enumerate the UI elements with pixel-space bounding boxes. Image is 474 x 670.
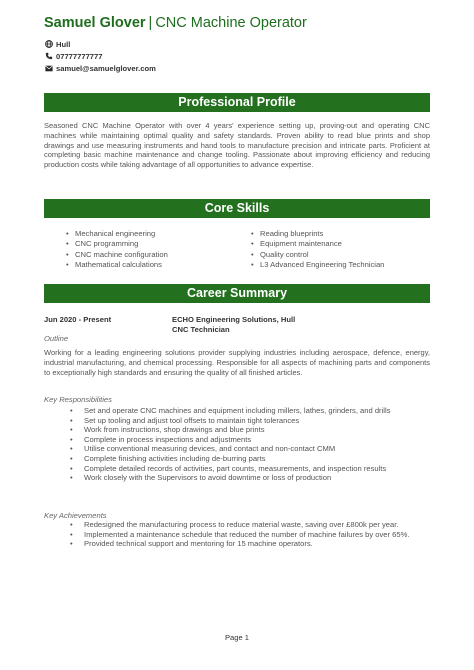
- list-item: • Redesigned the manufacturing process to reduce material waste, saving over £800k per year.: [70, 520, 430, 530]
- list-item: • Complete detailed records of activities, part counts, measurements, and inspection results: [70, 464, 430, 474]
- page-number: Page 1: [224, 633, 250, 642]
- name-title-line: [44, 14, 434, 32]
- contact-phone: [44, 50, 434, 62]
- list-item: • Complete finishing activities including de-burring parts: [70, 454, 430, 464]
- achievements-list: [70, 520, 430, 549]
- section-heading-profile: Professional Profile: [44, 93, 430, 112]
- cv-header: [44, 14, 434, 74]
- job-employer-block: [172, 315, 295, 335]
- achievements-label: Key Achievements: [44, 511, 107, 520]
- job-title: CNC Machine Operator: [155, 15, 307, 31]
- contact-details: [44, 38, 434, 74]
- list-item: • Work closely with the Supervisors to avoid downtime or loss of production: [70, 473, 430, 483]
- profile-paragraph: Seasoned CNC Machine Operator with over 4 years' experience setting up, proving-out and operating CNC machines while maintaining optimal quality and safety standards. Proven ability to read blue prints and shop drawings and use measuring instruments and hand tools to manufacture precision and intricate parts. Proficient at completing basic machine maintenance and change tooling. Passionate about improving efficiency and reducing production costs while taking advantage of all opportunities to advance expertise.: [44, 121, 430, 170]
- email-link[interactable]: samuel@samuelglover.com: [56, 63, 156, 73]
- responsibilities-list: [70, 406, 430, 483]
- job-dates: Jun 2020 - Present: [44, 315, 112, 324]
- skill-item: • Quality control: [251, 250, 436, 260]
- skill-item: • Equipment maintenance: [251, 239, 436, 249]
- section-heading-skills: Core Skills: [44, 199, 430, 218]
- job-company: ECHO Engineering Solutions, Hull: [172, 315, 296, 324]
- list-item: • Set up tooling and adjust tool offsets to maintain tight tolerances: [70, 416, 430, 426]
- candidate-name: Samuel Glover: [44, 15, 146, 31]
- globe-icon: [44, 40, 53, 49]
- list-item: • Implemented a maintenance schedule that reduced the number of machine failures by over 65%.: [70, 530, 430, 540]
- outline-paragraph: Working for a leading engineering solutions provider supplying industries including aerospace, defence, energy, industrial manufacturing, and chemical processing. Responsible for all aspects of machining parts and components to exceptionally high standards and ensuring the quality of all finished articles.: [44, 348, 430, 377]
- skill-item: • Mechanical engineering: [66, 229, 251, 239]
- phone-text[interactable]: 07777777777: [56, 51, 103, 61]
- skill-item: • Reading blueprints: [251, 229, 436, 239]
- responsibilities-label: Key Responsibilities: [44, 395, 112, 404]
- title-separator: |: [148, 15, 153, 31]
- skills-column-left: [66, 229, 251, 270]
- list-item: • Complete in process inspections and adjustments: [70, 435, 430, 445]
- skills-list: [66, 229, 436, 270]
- skill-item: • CNC programming: [66, 239, 251, 249]
- skill-item: • Mathematical calculations: [66, 260, 251, 270]
- skill-item: • L3 Advanced Engineering Technician: [251, 260, 436, 270]
- contact-email: [44, 62, 434, 74]
- list-item: • Work from instructions, shop drawings and blue prints: [70, 425, 430, 435]
- list-item: • Utilise conventional measuring devices, and contact and non-contact CMM: [70, 444, 430, 454]
- skills-column-right: [251, 229, 436, 270]
- phone-icon: [44, 52, 53, 61]
- job-position: CNC Technician: [172, 325, 230, 334]
- skill-item: • CNC machine configuration: [66, 250, 251, 260]
- contact-location: [44, 38, 434, 50]
- envelope-icon: [44, 64, 53, 73]
- list-item: • Provided technical support and mentoring for 15 machine operators.: [70, 539, 430, 549]
- section-heading-career: Career Summary: [44, 284, 430, 303]
- location-text: Hull: [56, 39, 71, 49]
- list-item: • Set and operate CNC machines and equipment including millers, lathes, grinders, and drills: [70, 406, 430, 416]
- outline-label: Outline: [44, 334, 69, 343]
